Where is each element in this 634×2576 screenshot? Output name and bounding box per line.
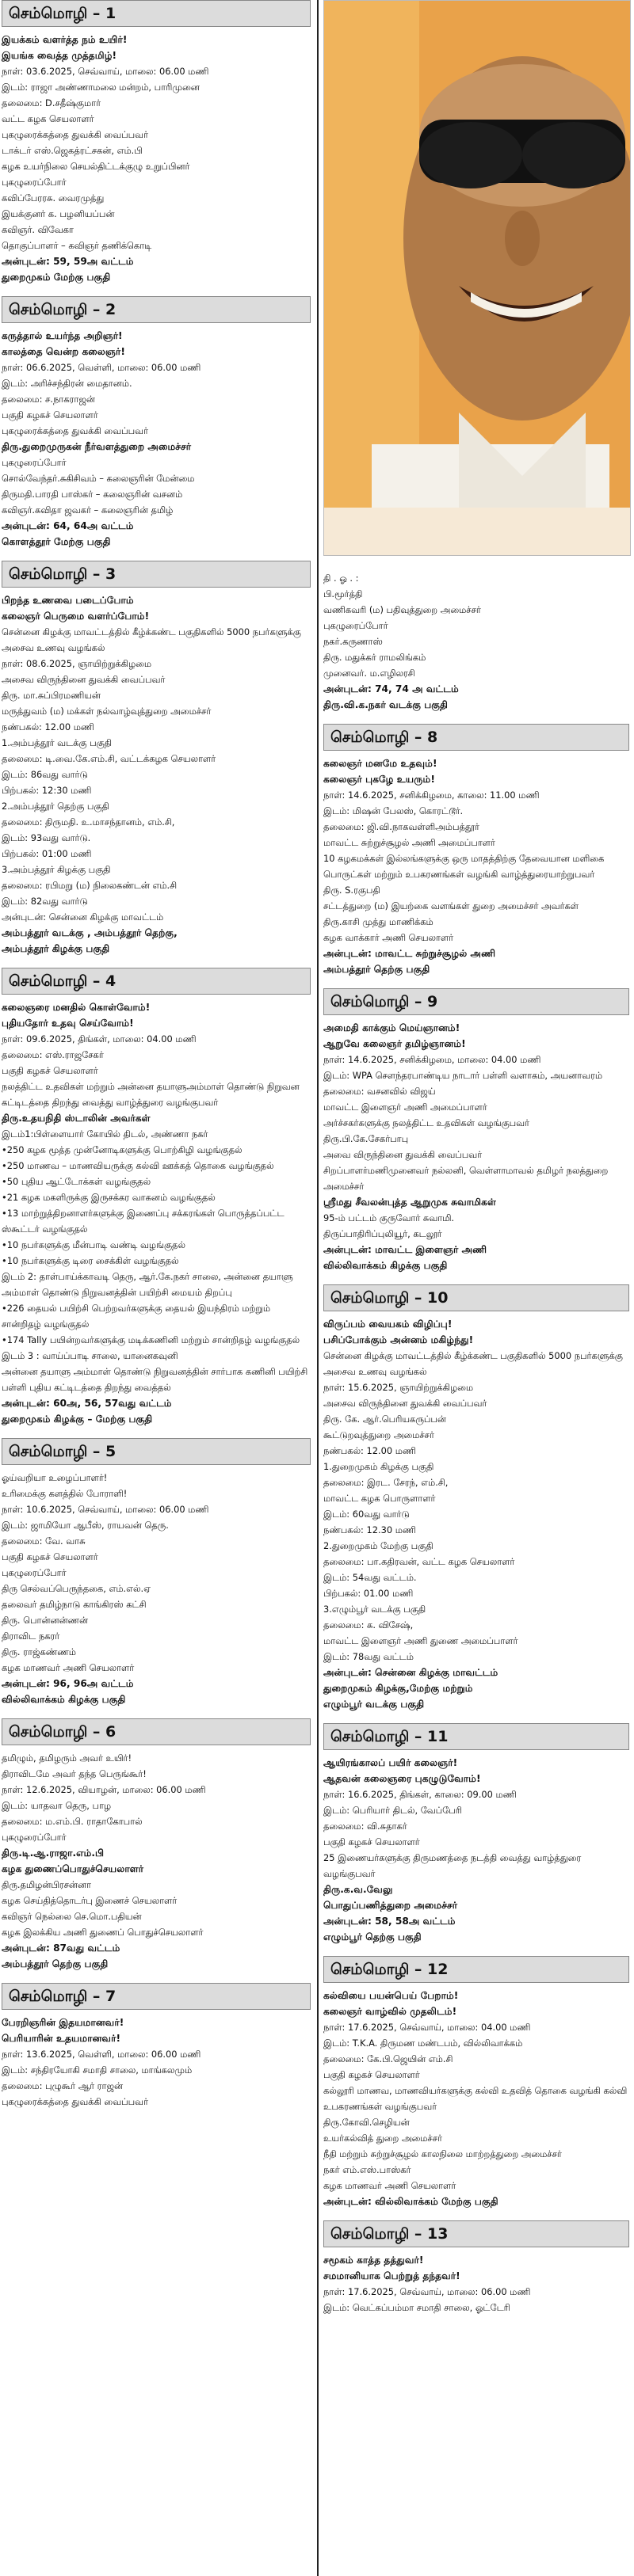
- detail-line: தலைமை: பா.கதிரவன், வட்ட கழக செயலாளர்: [323, 1556, 515, 1567]
- detail-line: மாவட்ட இளைஞர் அணி அமைப்பாளர்: [323, 1102, 487, 1113]
- detail-line: நாள்: 06.6.2025, வெள்ளி, மாலை: 06.00 மணி: [2, 362, 201, 373]
- detail-line: வணிகவரி (ம) பதிவுத்துறை அமைச்சர்: [323, 604, 481, 615]
- detail-line: புகழுரைப்போர்: [2, 177, 67, 188]
- detail-line: தலைமை: கே.பி.ஜெயின் எம்.சி: [323, 2053, 453, 2064]
- detail-line: முனைவர். ம.எழிலரசி: [323, 668, 415, 679]
- bold-line: அன்புடன்: வில்லிவாக்கம் மேற்கு பகுதி: [323, 2196, 498, 2207]
- bold-line: கலைஞர் பெருமை வளர்ப்போம்!: [2, 611, 150, 622]
- detail-line: இடம்: 86வது வார்டு: [2, 769, 88, 780]
- bold-line: அன்புடன்: மாவட்ட இளைஞர் அணி: [323, 1244, 487, 1255]
- bold-line: திரு.டி.ஆ.ராஜா.எம்.பி: [2, 1847, 105, 1859]
- detail-line: திரு. மா.சுப்பிரமணியன்: [2, 690, 101, 701]
- bold-line: பேரறிஞரின் இதயமானவர்!: [2, 2017, 124, 2028]
- event-section: [323, 2220, 629, 2315]
- detail-line: நாள்: 14.6.2025, சனிக்கிழமை, காலை: 11.00 மணி: [323, 790, 540, 801]
- detail-line: சென்னை கிழக்கு மாவட்டத்தில் கீழ்க்கண்ட பகுதிகளில் 5000 நபர்களுக்கு அசைவ உணவு வழங்கல்: [2, 626, 301, 653]
- bold-line: திரு.வி.க.நகர் வடக்கு பகுதி: [323, 699, 449, 710]
- event-section: [2, 1983, 311, 2110]
- bold-line: அன்புடன்: 60அ, 56, 57வது வட்டம்: [2, 1398, 172, 1409]
- bold-line: துறைமுகம் மேற்கு பகுதி: [2, 272, 111, 283]
- detail-line: 3.அம்பத்தூர் கிழக்கு பகுதி: [2, 864, 111, 875]
- detail-line: கவிஞர் நெல்லை செ.மொ.பதியன்: [2, 1911, 142, 1922]
- bold-line: கலைஞர் புகழே உயரும்!: [323, 774, 435, 785]
- bold-line: திரு.க.வ.வேலு: [323, 1884, 393, 1895]
- event-section: [323, 988, 629, 1273]
- detail-line: பகுதி கழகச் செயலாளர்: [323, 1836, 420, 1847]
- detail-line: கவிப்பேரரசு. வைரமுத்து: [2, 192, 105, 204]
- detail-line: புகழுரைக்கத்தை துவக்கி வைப்பவர்: [2, 129, 148, 140]
- section-header: செம்மொழி – 11: [323, 1723, 629, 1750]
- detail-line: நாள்: 16.6.2025, திங்கள், காலை: 09.00 மணி: [323, 1789, 517, 1800]
- detail-line: தலைமை: இரட. சேரந், எம்.சி,: [323, 1477, 449, 1488]
- detail-line: திரு.கோவி.செழியன்: [323, 2117, 410, 2128]
- detail-line: திராவிட நகரர்: [2, 1630, 60, 1642]
- detail-line: மாவட்ட கழக பொருளாளர்: [323, 1493, 436, 1504]
- bold-line: அன்புடன்: 96, 96அ வட்டம்: [2, 1678, 134, 1689]
- detail-line: •50 புதிய ஆட்டோக்கள் வழங்குதல்: [2, 1176, 151, 1187]
- detail-line: தலைமை: வே. வாசு: [2, 1535, 86, 1547]
- detail-line: தி . ஓ . :: [323, 573, 359, 584]
- detail-line: நாள்: 17.6.2025, செவ்வாய், மாலை: 04.00 மணி: [323, 2022, 531, 2033]
- section-header: செம்மொழி – 3: [2, 561, 311, 588]
- detail-line: 2.துறைமுகம் மேற்கு பகுதி: [323, 1540, 433, 1551]
- bold-line: கொளத்தூர் மேற்கு பகுதி: [2, 536, 111, 547]
- detail-line: திராவிடமே அவர் தந்த பெருங்கூர்!: [2, 1768, 147, 1779]
- detail-line: கழக செய்தித்தொடர்பு இணைச் செயலாளர்: [2, 1895, 178, 1906]
- bold-line: இயக்கம் வளர்த்த நம் உயிர்!: [2, 34, 128, 45]
- bold-line: திரு.உதயநிதி ஸ்டாலின் அவர்கள்: [2, 1113, 151, 1124]
- detail-line: சென்னை கிழக்கு மாவட்டத்தில் கீழ்க்கண்ட பகுதிகளில் 5000 நபர்களுக்கு அசைவ உணவு வழங்கல்: [323, 1350, 623, 1377]
- detail-line: பகுதி கழகச் செயலாளர்: [323, 2069, 420, 2080]
- section-header: செம்மொழி – 5: [2, 1438, 311, 1465]
- detail-line: நீதி மற்றும் சுற்றுச்சூழல் காலநிலை மாற்றத்துறை அமைச்சர்: [323, 2148, 562, 2159]
- detail-line: இடம்: மிஷன் பேலஸ், கொரட்டூர்.: [323, 805, 464, 816]
- detail-line: தலைமை: ரபிமறு (ம) நிலைகண்டன் எம்.சி: [2, 880, 178, 891]
- detail-line: மருத்துவம் (ம) மக்கள் நல்வாழ்வுத்துறை அமைச்சர்: [2, 706, 212, 717]
- detail-line: தமிழும், தமிழரும் அவர் உயிர்!: [2, 1752, 132, 1764]
- detail-line: அவை விருந்தினை துவக்கி வைப்பவர்: [323, 1149, 483, 1160]
- detail-line: தலைமை: டி.வை.கே.எம்.சி, வட்டக்கழக செயலாளர்: [2, 753, 216, 764]
- detail-line: •250 கழக மூத்த முன்னோடிகளுக்கு பொற்கிழி வழங்குதல்: [2, 1144, 243, 1155]
- bold-line: அன்புடன்: 64, 64அ வட்டம்: [2, 520, 134, 531]
- section-header: செம்மொழி – 10: [323, 1284, 629, 1311]
- detail-line: •21 கழக மகளிருக்கு இருசக்கர வாகனம் வழங்குதல்: [2, 1192, 216, 1203]
- bold-line: இயங்க வைத்த முத்தமிழ்!: [2, 50, 117, 61]
- detail-line: தலைமை: க. விசேஷ்,: [323, 1619, 414, 1630]
- detail-line: நாள்: 14.6.2025, சனிக்கிழமை, மாலை: 04.00 மணி: [323, 1054, 541, 1065]
- detail-line: இடம்: வெட்கப்பம்மா சமாதி சாலை, ஓட்டேரி: [323, 2302, 510, 2313]
- detail-line: 3.எழும்பூர் வடக்கு பகுதி: [323, 1604, 426, 1615]
- detail-line: அர்ச்சகர்களுக்கு நலத்திட்ட உதவிகள் வழங்குபவர்: [323, 1117, 529, 1128]
- bold-line: பொதுப்பணித்துறை அமைச்சர்: [323, 1900, 458, 1911]
- section-header: செம்மொழி – 6: [2, 1718, 311, 1745]
- detail-line: திரு.பி.கே.சேகர்பாபு: [323, 1133, 409, 1144]
- detail-line: 10 கழகமக்கள் இல்லங்களுக்கு ஒரு மாதத்திற்கு தேவையான மளிகை பொருட்கள் மற்றும் உபகரணங்கள் வழங்கி வாழ்த்துரையாற்றுபவர்: [323, 853, 605, 880]
- detail-line: •13 மாற்றுத்திறனாளர்களுக்கு இணைப்பு சக்கரங்கள் பொருத்தப்பட்ட ஸ்கூட்டர் வழங்குதல்: [2, 1208, 285, 1235]
- detail-line: டாக்டர் எஸ்.ஜெகத்ரட்சகன், எம்.பி: [2, 145, 143, 156]
- column-divider: [317, 0, 319, 2576]
- detail-line: பிற்பகல்: 01:00 மணி: [2, 848, 92, 859]
- bold-line: ஆறுவே கலைஞர் தமிழ்ஞானம்!: [323, 1038, 466, 1049]
- detail-line: மாவட்ட இளைஞர் அணி துணை அமைப்பாளர்: [323, 1635, 518, 1646]
- bold-line: கலைஞர் மனமே உதவும்!: [323, 758, 437, 769]
- bold-line: ஆதவன் கலைஞரை புகழுடுவோம்!: [323, 1773, 481, 1784]
- bold-line: கருத்தால் உயர்ந்த அறிஞர்!: [2, 330, 123, 341]
- detail-line: கல்லூரி மாணவ, மாணவியர்களுக்கு கல்வி உதவித் தொகை வழங்கி கல்வி உபகரணங்கள் வழங்குபவர்: [323, 2085, 628, 2112]
- detail-line: கழக உயர்நிலை செயல்திட்டக்குழு உறுப்பினர்: [2, 161, 190, 172]
- bold-line: அம்பத்தூர் கிழக்கு பகுதி: [2, 943, 110, 954]
- bold-line: கலைஞர் வாழ்வில் முதலிடம்!: [323, 2006, 457, 2017]
- bold-line: பெரியாரின் உதயமானவர்!: [2, 2033, 121, 2044]
- detail-line: திரு. பொன்னன்ணன்: [2, 1615, 89, 1626]
- detail-line: நாள்: 08.6.2025, ஞாயிற்றுக்கிழமை: [2, 658, 152, 669]
- detail-line: சிறப்பாளர்மணிமுனைவர் நல்லனி, வெள்ளாமாவல் தமிழர் நலத்துறை அமைச்சர்: [323, 1165, 609, 1192]
- bold-line: வில்லிவாக்கம் கிழக்கு பகுதி: [323, 1260, 448, 1271]
- bold-line: ஸ்ரீமது சீவலன்புத்த ஆறுமுக சுவாமிகள்: [323, 1197, 496, 1208]
- detail-line: நகர் எம்.எஸ்.பாஸ்கர்: [323, 2164, 411, 2175]
- bold-line: சமமானியாக பெற்றுத் தந்தவர்!: [323, 2270, 460, 2281]
- detail-line: புகழுரைப்போர்: [2, 1832, 67, 1843]
- detail-line: புகழுரைக்கத்தை துவக்கி வைப்பவர்: [2, 2096, 148, 2107]
- detail-line: மாவட்ட சுற்றுச்சூழல் அணி அமைப்பாளர்: [323, 837, 495, 848]
- detail-line: கழக மாணவர் அணி செயலாளர்: [2, 1662, 135, 1673]
- detail-line: புகழுரைக்கத்தை துவக்கி வைப்பவர்: [2, 425, 148, 436]
- event-section: [2, 0, 311, 285]
- detail-line: இயக்குனர் க. பழனியப்பன்: [2, 208, 115, 219]
- detail-line: நாள்: 17.6.2025, செவ்வாய், மாலை: 06.00 மணி: [323, 2286, 531, 2297]
- detail-line: திரு. மதுக்கர் ராமலிங்கம்: [323, 652, 426, 663]
- detail-line: நாள்: 10.6.2025, செவ்வாய், மாலை: 06.00 மணி: [2, 1504, 209, 1515]
- detail-line: திரு. S.ரகுபதி: [323, 885, 380, 896]
- detail-line: நலத்திட்ட உதவிகள் மற்றும் அன்னை தயாளுஅம்மாள் தொண்டு நிறுவன கட்டிடத்தை திறந்து வைத்து வாழ்த்துரை வழங்குபவர்: [2, 1081, 300, 1108]
- detail-line: திருப்பாதிரிப்புலியூர், கடலூர்: [323, 1228, 442, 1239]
- event-section: [323, 1956, 629, 2209]
- detail-line: 1.துறைமுகம் கிழக்கு பகுதி: [323, 1461, 434, 1472]
- detail-line: புகழுரைப்போர்: [323, 620, 388, 631]
- detail-line: இடம் 2: தாள்பாய்க்காவடி தெரு, ஆர்.கே.நகர் சாலை, அன்னை தயாளு அம்மாள் தொண்டு நிறுவனத்தின் பயிற்சி மையம் திறப்பு: [2, 1271, 293, 1298]
- bold-line: துறைமுகம் கிழக்கு – மேற்கு பகுதி: [2, 1414, 153, 1425]
- detail-line: பகுதி கழகச் செயலாளர்: [2, 1065, 98, 1076]
- detail-line: இடம்: 82வது வார்டு: [2, 896, 88, 907]
- bold-line: அன்புடன்: 87வது வட்டம்: [2, 1942, 120, 1954]
- detail-line: திரு.காசி முத்து மாணிக்கம்: [323, 916, 433, 927]
- detail-line: தலைமை: வி.சுதாகர்: [323, 1821, 407, 1832]
- detail-line: இடம்: ஜாமியோ ஆபீஸ், ராயவன் தெரு.: [2, 1520, 169, 1531]
- detail-line: நாள்: 12.6.2025, வியாழன், மாலை: 06.00 மணி: [2, 1784, 206, 1795]
- detail-line: இடம்: 60வது வார்டு: [323, 1509, 410, 1520]
- detail-line: கவிஞர். விவேகா: [2, 224, 74, 235]
- detail-line: இடம்: யாதவா தெரு, பாழ: [2, 1800, 112, 1811]
- detail-line: •250 மாணவ – மாணவியருக்கு கல்வி ஊக்கத் தொகை வழங்குதல்: [2, 1160, 274, 1171]
- detail-line: 2.அம்பத்தூர் தெற்கு பகுதி: [2, 801, 109, 812]
- detail-line: அசைவ விருந்தினை துவக்கி வைப்பவர்: [2, 674, 166, 685]
- section-header: செம்மொழி – 1: [2, 0, 311, 27]
- section-header: செம்மொழி – 2: [2, 296, 311, 323]
- section-header: செம்மொழி – 8: [323, 724, 629, 751]
- detail-line: இடம்: ராஜா அண்ணாமலை மன்றம், பாரிமுனை: [2, 82, 200, 93]
- bold-line: பிறந்த உணவை படைப்போம்: [2, 595, 134, 606]
- detail-line: புகழுரைப்போர்: [2, 1567, 67, 1578]
- detail-line: 95-ம் பட்டம் குருவோர் சுவாமி.: [323, 1212, 455, 1223]
- bold-line: எழும்பூர் வடக்கு பகுதி: [323, 1699, 425, 1710]
- bold-line: அன்புடன்: 74, 74 அ வட்டம்: [323, 683, 459, 694]
- detail-line: இடம்: WPA சௌந்தரபாண்டிய நாடார் பள்ளி வளாகம், அயனாவரம்: [323, 1070, 603, 1081]
- event-section: [2, 561, 311, 957]
- detail-line: இடம் 3 : வாய்ப்பாடி சாலை, யானைகவுனி: [2, 1350, 178, 1361]
- bold-line: கலைஞரை மனதில் கொள்வோம்!: [2, 1002, 151, 1013]
- bold-line: அன்புடன்: சென்னை கிழக்கு மாவட்டம்: [323, 1667, 498, 1678]
- detail-line: புகழுரைப்போர்: [2, 457, 67, 468]
- detail-line: தலைமை: D.சதீஷ்குமார்: [2, 97, 101, 108]
- detail-line: ஓய்வறியா உழைப்பாளர்!: [2, 1472, 108, 1483]
- detail-line: தலைவர் தமிழ்நாடு காங்கிரஸ் கட்சி: [2, 1599, 147, 1610]
- detail-line: நண்பகல்: 12.00 மணி: [2, 721, 94, 732]
- event-section: [2, 1718, 311, 1972]
- detail-line: 25 இணையர்களுக்கு திருமணத்தை நடத்தி வைத்து வாழ்த்துரை வழங்குபவர்: [323, 1852, 582, 1879]
- detail-line: பிற்பகல்: 01.00 மணி: [323, 1588, 414, 1599]
- section-header: செம்மொழி – 4: [2, 968, 311, 995]
- detail-line: தலைமை: ஜி.வி.நாகவள்ளிஅம்பத்தூர்: [323, 821, 479, 832]
- bold-line: அன்புடன்: மாவட்ட சுற்றுச்சூழல் அணி: [323, 948, 496, 959]
- detail-line: திரு. கே. ஆர்.பெரியகருப்பன்: [323, 1414, 446, 1425]
- detail-line: இடம்: அரிச்சந்திரன் மைதானம்.: [2, 378, 132, 389]
- event-section: [323, 724, 629, 977]
- detail-line: தலைமை: வசனவில் விஜய்: [323, 1086, 436, 1097]
- portrait-illustration: [324, 1, 630, 555]
- event-section: [323, 1723, 629, 1945]
- detail-line: கழக மாணவர் அணி செயலாளர்: [323, 2180, 456, 2191]
- detail-line: உரிமைக்கு களத்தில் போராளி!: [2, 1488, 128, 1499]
- event-section: [2, 296, 311, 550]
- detail-line: அசைவ விருந்தினை துவக்கி வைப்பவர்: [323, 1398, 487, 1409]
- bold-line: விருப்பம் வையகம் விழிப்பு!: [323, 1318, 453, 1330]
- detail-line: இடம்: 93வது வார்டு.: [2, 832, 91, 843]
- section-header: செம்மொழி – 9: [323, 988, 629, 1015]
- bold-line: அமைதி காக்கும் மெய்ஞானம்!: [323, 1022, 460, 1033]
- detail-line: திரு. ராஜ்கண்ணம்: [2, 1646, 76, 1657]
- bold-line: அம்பத்தூர் தெற்கு பகுதி: [323, 964, 430, 975]
- detail-line: பகுதி கழகச் செயலாளர்: [2, 409, 98, 420]
- detail-line: கழக வாக்கார் அணி செயலாளர்: [323, 932, 454, 943]
- event-section: [323, 1284, 629, 1712]
- bold-line: அன்புடன்: 58, 58அ வட்டம்: [323, 1916, 456, 1927]
- detail-line: அன்னை தயாளு அம்மாள் தொண்டு நிறுவனத்தின் சார்பாக கணினி பயிற்சி பள்ளி புதிய கட்டிடத்தை திறந்து வைத்தல்: [2, 1366, 308, 1393]
- detail-line: வட்ட கழக செயலாளர்: [2, 113, 94, 124]
- bold-line: பசிப்போக்கும் அன்னம் மகிழ்ந்து!: [323, 1334, 474, 1345]
- detail-line: •10 நபர்களுக்கு மீன்பாடி வண்டி வழங்குதல்: [2, 1239, 185, 1250]
- detail-line: •226 தையல் பயிற்சி பெற்றவர்களுக்கு தையல் இயந்திரம் மற்றும் சான்றிதழ் வழங்குதல்: [2, 1303, 271, 1330]
- bold-line: அம்பத்தூர் தெற்கு பகுதி: [2, 1958, 109, 1969]
- detail-line: பி.மூர்த்தி: [323, 588, 363, 599]
- bold-line: வில்லிவாக்கம் கிழக்கு பகுதி: [2, 1694, 126, 1705]
- bold-line: அன்புடன்: 59, 59அ வட்டம்: [2, 256, 134, 267]
- detail-line: அன்புடன்: சென்னை கிழக்கு மாவட்டம்: [2, 911, 164, 923]
- detail-line: இடம்1:பிள்ளையார் கோயில் திடல், அண்ணா நகர்: [2, 1128, 208, 1140]
- event-section: [323, 570, 629, 713]
- detail-line: தொகுப்பாளர் – கவிஞர் தணிக்கொடி: [2, 240, 152, 251]
- detail-line: இடம்: 54வது வட்டம்.: [323, 1572, 417, 1583]
- detail-line: •174 Tally பயின்றவர்களுக்கு மடிக்கணினி மற்றும் சான்றிதழ் வழங்குதல்: [2, 1334, 300, 1345]
- detail-line: நண்பகல்: 12.00 மணி: [323, 1445, 416, 1456]
- section-header: செம்மொழி – 12: [323, 1956, 629, 1983]
- detail-line: கவிஞர்.கவிதா ஜவகர் – கலைஞரின் தமிழ்: [2, 504, 174, 516]
- section-header: செம்மொழி – 13: [323, 2220, 629, 2247]
- bold-line: துறைமுகம் கிழக்கு,மேற்கு மற்றும்: [323, 1683, 473, 1694]
- bold-line: எழும்பூர் தெற்கு பகுதி: [323, 1931, 422, 1942]
- detail-line: நண்பகல்: 12.30 மணி: [323, 1524, 416, 1535]
- bold-line: ஆயிரங்காலப் பயிர் கலைஞர்!: [323, 1757, 458, 1768]
- right-column: [323, 0, 629, 2327]
- detail-line: நாள்: 13.6.2025, வெள்ளி, மாலை: 06.00 மணி: [2, 2049, 201, 2060]
- bold-line: கல்வியை பயன்பெய் பேறாம்!: [323, 1990, 459, 2001]
- event-section: [2, 1438, 311, 1707]
- detail-line: தலைமை: எஸ்.ராஜசேகர்: [2, 1049, 104, 1060]
- bold-line: காலத்தை வென்ற கலைஞர்!: [2, 346, 125, 357]
- event-section: [2, 968, 311, 1427]
- bold-line: கழக துணைப்பொதுச்செயலாளர்: [2, 1863, 144, 1874]
- detail-line: 1.அம்பத்தூர் வடக்கு பகுதி: [2, 737, 112, 748]
- detail-line: நாள்: 09.6.2025, திங்கள், மாலை: 04.00 மணி: [2, 1033, 197, 1044]
- detail-line: நாள்: 15.6.2025, ஞாயிற்றுக்கிழமை: [323, 1382, 474, 1393]
- detail-line: இடம்: T.K.A. திருமண மண்டபம், வில்லிவாக்கம்: [323, 2038, 523, 2049]
- detail-line: •10 நபர்களுக்கு டிரை சைக்கிள் வழங்குதல்: [2, 1255, 179, 1266]
- detail-line: சட்டத்துறை (ம) இயற்கை வளங்கள் துறை அமைச்சர் அவர்கள்: [323, 900, 579, 911]
- detail-line: இடம்: பெரியார் திடல், வேப்பேரி: [323, 1805, 462, 1816]
- detail-line: இடம்: 78வது வட்டம்: [323, 1651, 414, 1662]
- detail-line: உயர்கல்வித் துறை அமைச்சர்: [323, 2133, 442, 2144]
- bold-line: சமூகம் காத்த தத்துவர்!: [323, 2254, 424, 2266]
- detail-line: தலைமை: புழுகூர் ஆர் ராஜன்: [2, 2080, 124, 2091]
- detail-line: பகுதி கழகச் செயலாளர்: [2, 1551, 98, 1562]
- detail-line: தலைமை: திருமதி. உ.மாசந்தானம், எம்.சி,: [2, 816, 175, 828]
- detail-line: தலைமை: ச.நாகராஜன்: [2, 394, 95, 405]
- bold-line: திரு.துறைமுருகன் நீர்வளத்துறை அமைச்சர்: [2, 441, 192, 452]
- bold-line: புதியதோர் உதவு செய்வோம்!: [2, 1018, 134, 1029]
- detail-line: நாள்: 03.6.2025, செவ்வாய், மாலை: 06.00 மணி: [2, 66, 209, 77]
- bold-line: அம்பத்தூர் வடக்கு , அம்பத்தூர் தெற்கு,: [2, 927, 178, 938]
- detail-line: சொல்வேந்தர்.சுகிசிவம் – கலைஞரின் மேன்மை: [2, 473, 195, 484]
- detail-line: தலைமை: ம.எம்.பி. ராதாகோபால்: [2, 1816, 143, 1827]
- detail-line: திரு.தமிழன்பிரசன்னா: [2, 1879, 91, 1890]
- detail-line: பிற்பகல்: 12:30 மணி: [2, 785, 92, 796]
- detail-line: திருமதி.பாரதி பாஸ்கர் – கலைஞரின் வசனம்: [2, 489, 183, 500]
- section-header: செம்மொழி – 7: [2, 1983, 311, 2010]
- detail-line: நகர்.கருணாஸ்: [323, 636, 383, 647]
- leader-portrait-photo: [323, 0, 631, 556]
- detail-line: கழக இலக்கிய அணி துணைப் பொதுச்செயலாளர்: [2, 1927, 204, 1938]
- detail-line: கூட்டுறவுத்துறை அமைச்சர்: [323, 1429, 434, 1440]
- left-column: [2, 0, 311, 2121]
- detail-line: திரு செல்வப்பெருந்தகை, எம்.எல்.ஏ: [2, 1583, 151, 1594]
- detail-line: இடம்: சந்திரயோகி சமாதி சாலை, மாங்கலமும்: [2, 2064, 193, 2076]
